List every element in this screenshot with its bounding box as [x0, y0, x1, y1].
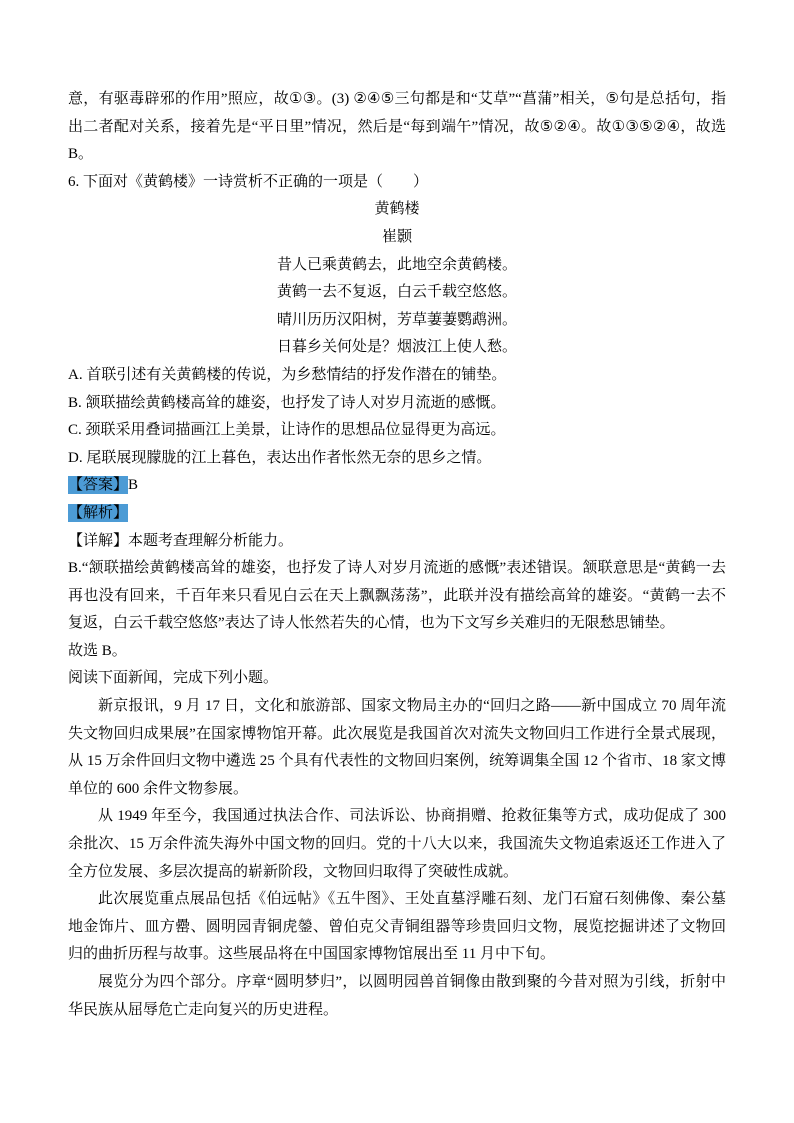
- answer-value: B: [128, 477, 139, 494]
- poem-block: [68, 196, 726, 362]
- analysis-label: 【解析】: [68, 504, 129, 521]
- option-a: A. 首联引述有关黄鹤楼的传说，为乡愁情结的抒发作潜在的铺垫。: [68, 366, 507, 383]
- question-6-stem: 6. 下面对《黄鹤楼》一诗赏析不正确的一项是（ ）: [68, 173, 429, 190]
- answer-label: 【答案】: [68, 477, 129, 494]
- detail-text: 本题考查理解分析能力。: [128, 532, 294, 549]
- poem-author: 崔颢: [381, 228, 412, 245]
- option-d: D. 尾联展现朦胧的江上暮色，表达出作者怅然无奈的思乡之情。: [68, 449, 492, 466]
- conclusion-line: 故选 B。: [68, 642, 127, 659]
- detail-paragraph: [68, 528, 726, 556]
- news-paragraph-4: 展览分为四个部分。序章“圆明梦归”，以圆明园兽首铜像由散到聚的今昔对照为引线，折射中华民族从屈辱危亡走向复兴的历史进程。: [68, 974, 726, 1018]
- answer-line: [68, 472, 726, 500]
- explanation-paragraph: B.“颔联描绘黄鹤楼高耸的雄姿，也抒发了诗人对岁月流逝的感慨”表述错误。颔联意思是“黄鹤一去再也没有回来，千百年来只看见白云在天上飘飘荡荡”，此联并没有描绘高耸的雄姿。“黄鹤一去不复返，白云千载空悠悠”表达了诗人怅然若失的心情，也为下文写乡关难归的无限愁思铺垫。: [68, 560, 726, 632]
- news-paragraph-2: 从 1949 年至今，我国通过执法合作、司法诉讼、协商捐赠、抢救征集等方式，成功促成了 300 余批次、15 万余件流失海外中国文物的回归。党的十八大以来，我国流失文物追索返还工作进入了全方位发展、多层次提高的崭新阶段，文物回归取得了突破性成就。: [68, 808, 726, 880]
- detail-label: 【详解】: [68, 532, 129, 549]
- poem-line: 黄鹤一去不复返，白云千载空悠悠。: [276, 284, 517, 301]
- analysis-line: [68, 500, 726, 528]
- poem-title: 黄鹤楼: [374, 201, 420, 218]
- news-paragraph-1: 新京报讯，9 月 17 日，文化和旅游部、国家文物局主办的“回归之路——新中国成立 70 周年流失文物回归成果展”在国家博物馆开幕。此次展览是我国首次对流失文物回归工作进行全景式展现，从 15 万余件回归文物中遴选 25 个具有代表性的文物回归案例，统筹调集全国 12 个省市、18 家文博单位的 600 余件文物参展。: [68, 698, 726, 797]
- continuation-paragraph: 意，有驱毒辟邪的作用”照应，故①③。(3) ②④⑤三句都是和“艾草”“菖蒲”相关，⑤句是总括句，指出二者配对关系，接着先是“平日里”情况，然后是“每到端午”情况，故⑤②④。故①③⑤②④，故选 B。: [68, 91, 726, 163]
- reading-instruction: 阅读下面新闻，完成下列小题。: [68, 670, 279, 687]
- option-c: C. 颈联采用叠词描画江上美景，让诗作的思想品位显得更为高远。: [68, 422, 506, 439]
- poem-line: 日暮乡关何处是？烟波江上使人愁。: [276, 339, 517, 356]
- option-b: B. 颔联描绘黄鹤楼高耸的雄姿，也抒发了诗人对岁月流逝的感慨。: [68, 394, 506, 411]
- news-paragraph-3: 此次展览重点展品包括《伯远帖》《五牛图》、王处直墓浮雕石刻、龙门石窟石刻佛像、秦公墓地金饰片、皿方罍、圆明园青铜虎鎣、曾伯克父青铜组器等珍贵回归文物，展览挖掘讲述了文物回归的曲折历程与故事。这些展品将在中国国家博物馆展出至 11 月中下旬。: [68, 891, 726, 963]
- poem-line: 昔人已乘黄鹤去，此地空余黄鹤楼。: [276, 256, 517, 273]
- news-article: [68, 693, 726, 1024]
- poem-line: 晴川历历汉阳树，芳草萋萋鹦鹉洲。: [276, 311, 517, 328]
- options-block: [68, 362, 726, 472]
